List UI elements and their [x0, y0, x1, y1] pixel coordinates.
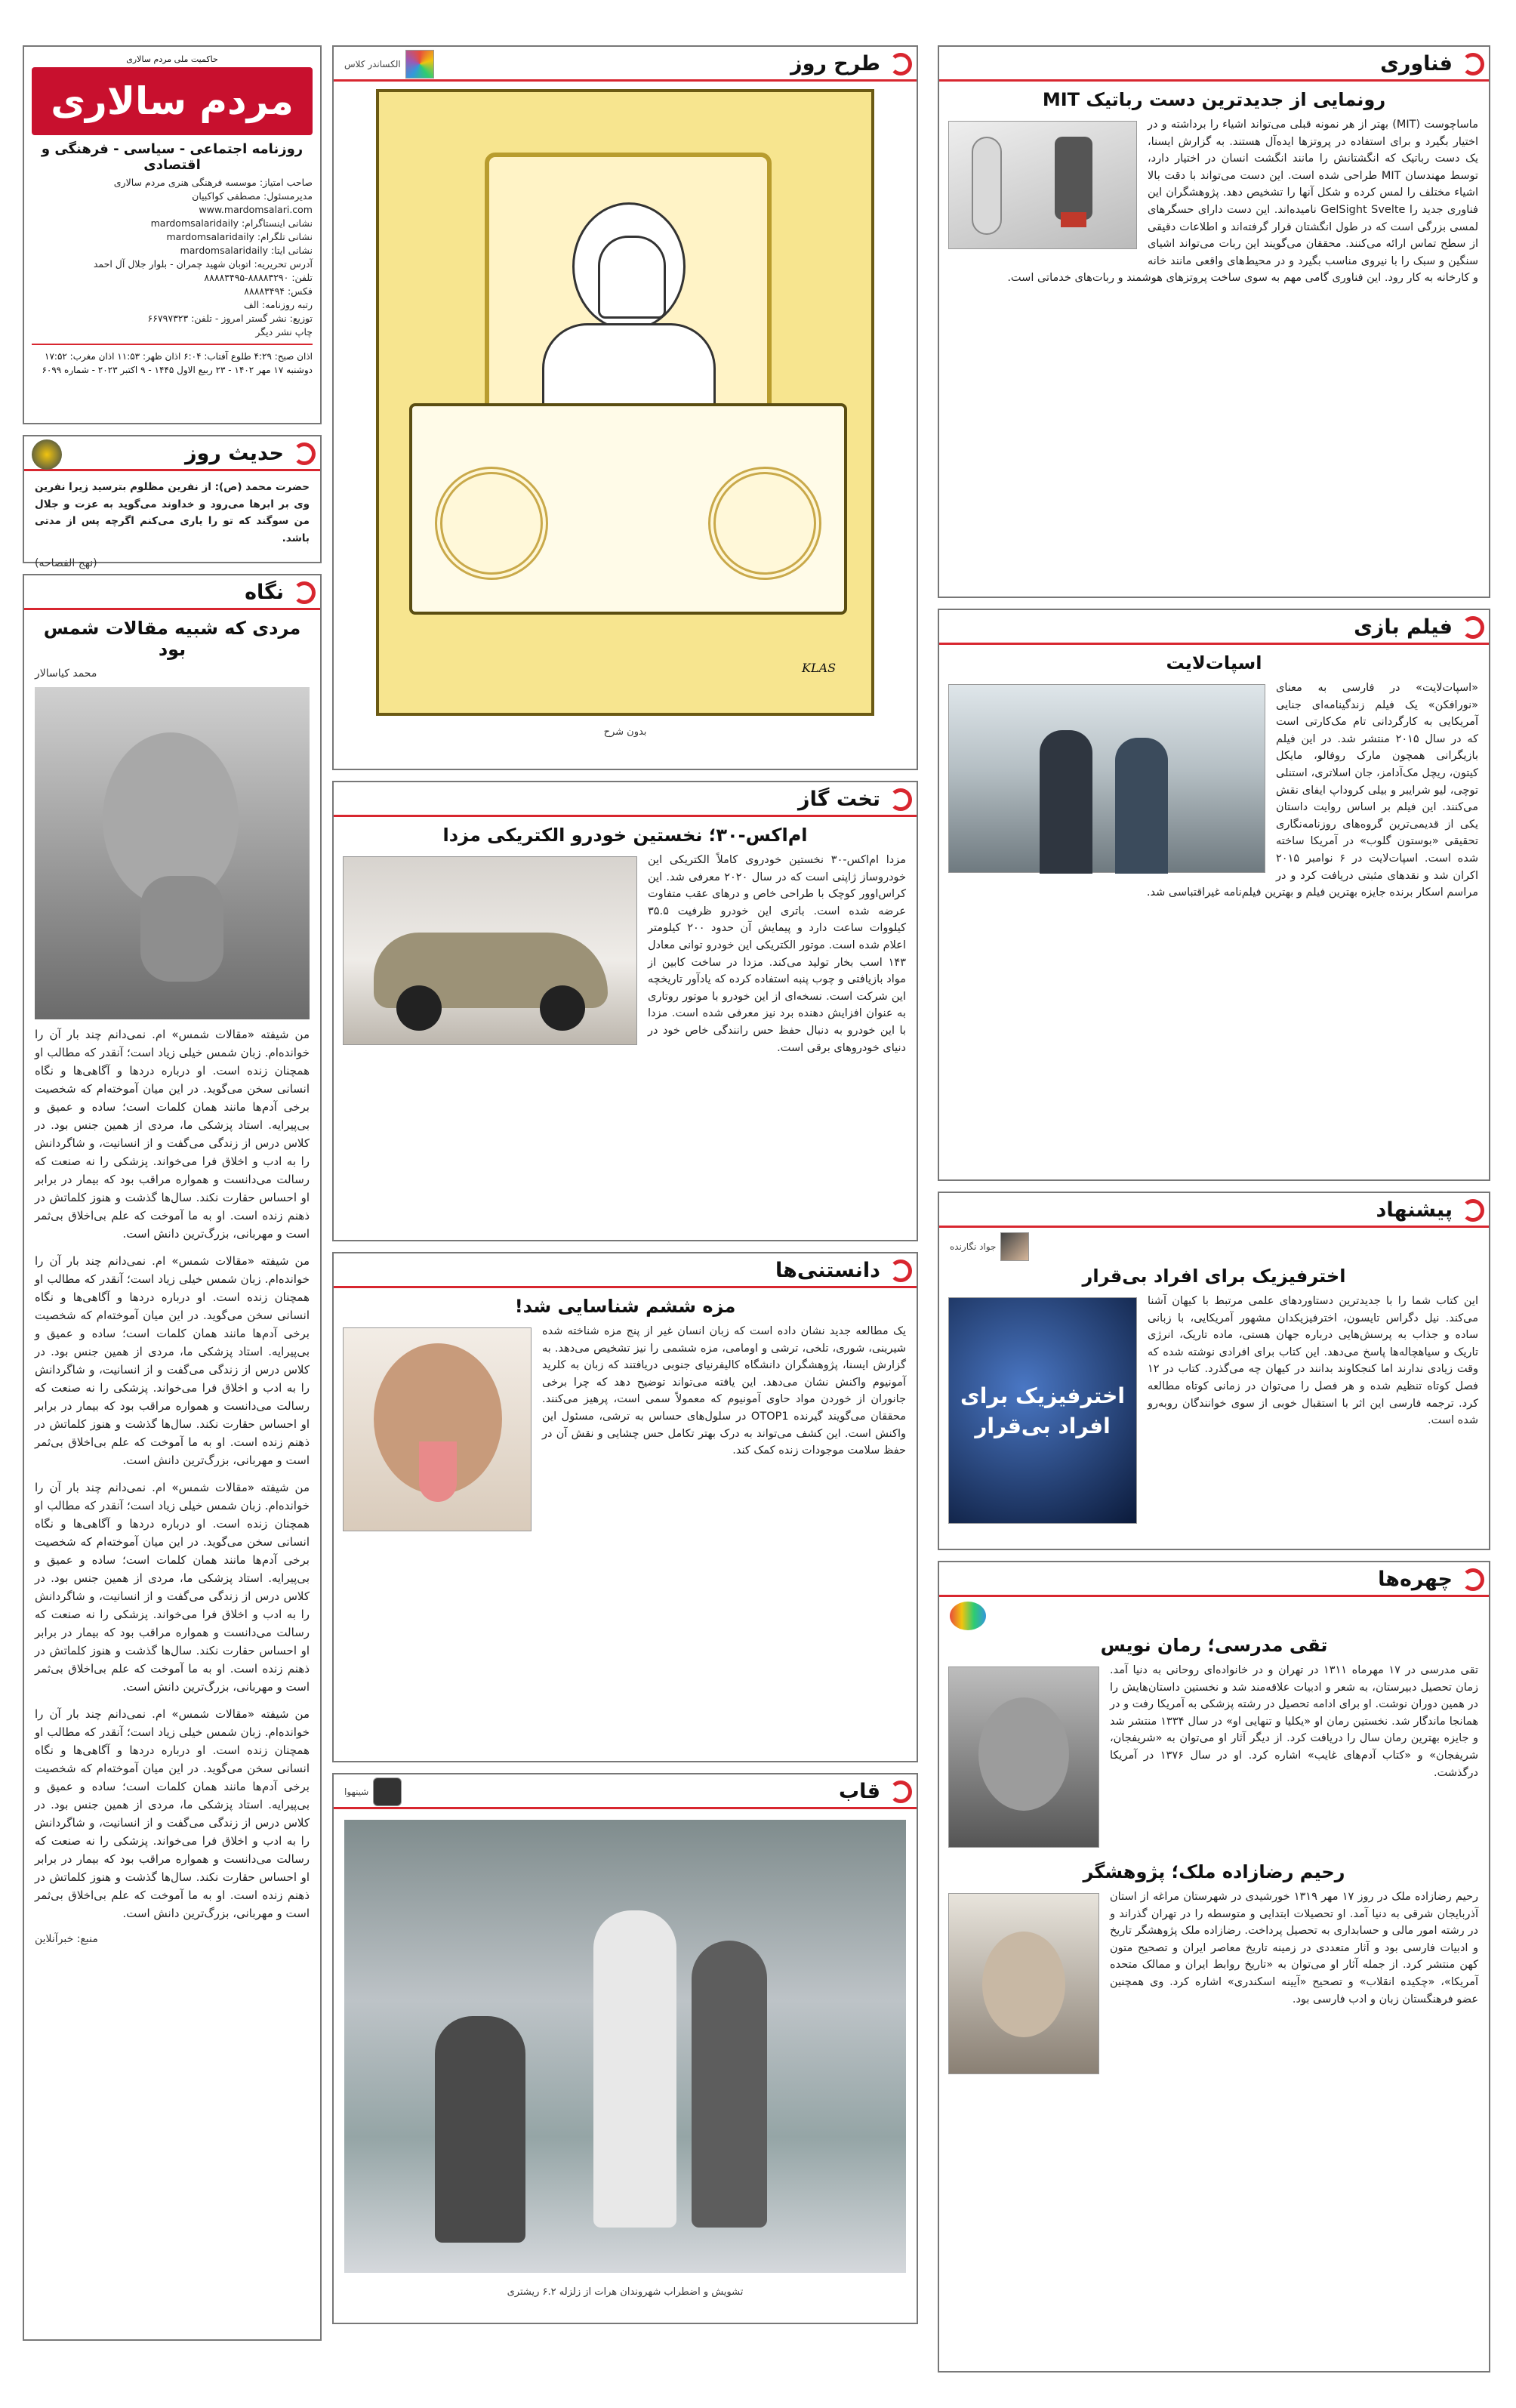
- negah-body: من شیفته «مقالات شمس» ام. نمی‌دانم چند بار آن را خوانده‌ام. زبان شمس خیلی زیاد است؛ آنقدر که مطالب او همچنان زنده است. او درباره دردها و آگاهی‌ها و نگاه انسانی سخن می‌گوید. در این میان آموخته‌ام که شخصیت برخی آدم‌ها مانند همان کلمات است؛ ساده و عمیق و بی‌پیرایه. استاد پزشکی ما، مردی از همین جنس بود. در کلاس درس از زندگی می‌گفت و از انسانیت، و شاگردانش را به ادب و اخلاق فرا می‌خواند. پزشکی را نه صنعت که رسالت می‌دانست و همواره مراقب بود که بیمار در برابر او احساس حقارت نکند. سال‌ها گذشت و هنوز کلماتش در ذهنم زنده است. او به ما آموخت که علم بی‌اخلاق بی‌ثمر است و مهربانی، بزرگ‌ترین دانش است.: [35, 1028, 310, 1241]
- author-portrait: [35, 687, 310, 1019]
- takhtegaz-title: تخت گاز: [781, 782, 917, 817]
- fanavari-header: [939, 47, 1489, 82]
- cartoon-section: [332, 45, 918, 770]
- actor-figure: [1115, 738, 1168, 874]
- info-line: رتبه روزنامه: الف: [243, 299, 313, 310]
- robot-hand-image: [948, 121, 1137, 249]
- fanavari-section: [938, 45, 1490, 598]
- hadith-header: [24, 436, 320, 471]
- info-line: آدرس تحریریه: اتوبان شهید چمران - بلوار جلال آل احمد: [93, 258, 313, 270]
- info-line: فکس: ۸۸۸۸۳۴۹۴: [244, 285, 313, 297]
- desk: [409, 403, 847, 615]
- left-column: [23, 45, 322, 2351]
- portrait-face: [982, 1932, 1065, 2037]
- section-logo-icon: [889, 1781, 912, 1803]
- hadith-source: (نهج الفصاحه): [35, 557, 97, 570]
- rezazadeh-portrait: [948, 1893, 1099, 2074]
- artist-name: الکساندر کلاس: [344, 59, 401, 69]
- film-title: فیلم بازی: [1337, 610, 1489, 645]
- tongue-image: [343, 1327, 532, 1531]
- pishnahad-headline: اخترفیزیک برای افراد بی‌قرار: [1082, 1266, 1346, 1287]
- info-line: نشانی ایتا: mardomsalaridaily: [180, 245, 313, 256]
- robot-arm-icon: [972, 137, 1002, 235]
- hadith-text: حضرت محمد (ص): از نفرین مظلوم بترسید زیرا نفرین وی بر ابرها می‌رود و خداوند می‌گوید به عزت و جلال من سوگند که تو را یاری می‌کنم اگرچه پس از مدتی باشد.: [35, 481, 310, 544]
- gha-title: قاب: [822, 1774, 917, 1809]
- middle-column: [332, 45, 918, 2335]
- robot-finger-icon: [1055, 137, 1092, 220]
- newspaper-logo: مردم سالاری: [32, 67, 313, 135]
- section-logo-icon: [1462, 1568, 1484, 1591]
- takhtegaz-body: مزدا ام‌اکس-۳۰ نخستین خودروی کاملاً الکتریکی این خودروساز ژاپنی است که در سال ۲۰۲۰ معرفی شد. این کراس‌اوور کوچک با طراحی خاص و درهای عقب متفاوت عرضه شده است. باتری این خودرو ظرفیت ۳۵.۵ کیلووات ساعت دارد و پیمایش آن حدود ۲۰۰ کیلومتر اعلام شده است. موتور الکتریکی این خودرو توانی معادل ۱۴۳ اسب بخار تولید می‌کند. مزدا در ساخت کابین از مواد بازیافتی و چوب پنبه استفاده کرده که یادآور تاریخچه این شرکت است. نسخه‌ای از این خودرو با موتور روتاری به عنوان افزایش دهنده برد نیز معرفی شده است. مزدا با این خودرو به دنبال حفظ حس رانندگی خاص خود در دنیای خودروهای برقی است.: [648, 854, 906, 1054]
- author-tag: [950, 1232, 1029, 1261]
- artist-tag: [344, 50, 434, 79]
- negah-body-continued: من شیفته «مقالات شمس» ام. نمی‌دانم چند بار آن را خوانده‌ام. زبان شمس خیلی زیاد است؛ آنقدر که مطالب او همچنان زنده است. او درباره دردها و آگاهی‌ها و نگاه انسانی سخن می‌گوید. در این میان آموخته‌ام که شخصیت برخی آدم‌ها مانند همان کلمات است؛ ساده و عمیق و بی‌پیرایه. استاد پزشکی ما، مردی از همین جنس بود. در کلاس درس از زندگی می‌گفت و از انسانیت، و شاگردانش را به ادب و اخلاق فرا می‌خواند. پزشکی را نه صنعت که رسالت می‌دانست و همواره مراقب بود که بیمار در برابر او احساس حقارت نکند. سال‌ها گذشت و هنوز کلماتش در ذهنم زنده است. او به ما آموخت که علم بی‌اخلاق بی‌ثمر است و مهربانی، بزرگ‌ترین دانش است.: [35, 1254, 310, 1467]
- gha-header: [334, 1774, 917, 1809]
- section-logo-icon: [1462, 53, 1484, 76]
- man-at-desk: [598, 236, 666, 319]
- film-body: «اسپات‌لایت» در فارسی به معنای «نورافکن» یک فیلم زندگینامه‌ای جنایی آمریکایی به کارگردانی تام مک‌کارتی است که در سال ۲۰۱۵ منتشر شد. در این فیلم بازیگرانی همچون مارک روفالو، مایکل کیتون، ریچل مک‌آدامز، جان اسلاتری، استنلی توچی، لیو شرایبر و بیلی کروداپ ایفای نقش می‌کنند. این فیلم بر اساس روایت داستان یکی از قدیمی‌ترین گروه‌های روزنامه‌نگاری تحقیقی «بوستون گلوب» در آمریکا ساخته شده است. اسپات‌لایت در ۶ نوامبر ۲۰۱۵ اکران شد و نقدهای مثبتی دریافت کرد و در مراسم اسکار برنده جایزه بهترین فیلم و بهترین فیلم‌نامه غیراقتباسی شد.: [1146, 682, 1479, 899]
- hadith-title: حدیث روز: [168, 436, 320, 471]
- danestaniha-title: دانستنی‌ها: [759, 1253, 917, 1288]
- negah-body-continued: من شیفته «مقالات شمس» ام. نمی‌دانم چند بار آن را خوانده‌ام. زبان شمس خیلی زیاد است؛ آنقدر که مطالب او همچنان زنده است. او درباره دردها و آگاهی‌ها و نگاه انسانی سخن می‌گوید. در این میان آموخته‌ام که شخصیت برخی آدم‌ها مانند همان کلمات است؛ ساده و عمیق و بی‌پیرایه. استاد پزشکی ما، مردی از همین جنس بود. در کلاس درس از زندگی می‌گفت و از انسانیت، و شاگردانش را به ادب و اخلاق فرا می‌خواند. پزشکی را نه صنعت که رسالت می‌دانست و همواره مراقب بود که بیمار در برابر او احساس حقارت نکند. سال‌ها گذشت و هنوز کلماتش در ذهنم زنده است. او به ما آموخت که علم بی‌اخلاق بی‌ثمر است و مهربانی، بزرگ‌ترین دانش است.: [35, 1481, 310, 1694]
- portrait-face: [978, 1697, 1069, 1811]
- actor-figure: [1040, 730, 1092, 874]
- takhtegaz-header: [334, 782, 917, 817]
- masthead-date: اذان صبح: ۴:۲۹ طلوع آفتاب: ۶:۰۴ اذان ظهر: ۱۱:۵۳ اذان مغرب: ۱۷:۵۲ دوشنبه ۱۷ مهر ۱۴۰۲ - ۲۳ ربیع الاول ۱۴۴۵ - ۹ اکتبر ۲۰۲۳ - شماره ۶۰۹۹: [32, 344, 313, 377]
- negah-body-continued: من شیفته «مقالات شمس» ام. نمی‌دانم چند بار آن را خوانده‌ام. زبان شمس خیلی زیاد است؛ آنقدر که مطالب او همچنان زنده است. او درباره دردها و آگاهی‌ها و نگاه انسانی سخن می‌گوید. در این میان آموخته‌ام که شخصیت برخی آدم‌ها مانند همان کلمات است؛ ساده و عمیق و بی‌پیرایه. استاد پزشکی ما، مردی از همین جنس بود. در کلاس درس از زندگی می‌گفت و از انسانیت، و شاگردانش را به ادب و اخلاق فرا می‌خواند. پزشکی را نه صنعت که رسالت می‌دانست و همواره مراقب بود که بیمار در برابر او احساس حقارت نکند. سال‌ها گذشت و هنوز کلماتش در ذهنم زنده است. او به ما آموخت که علم بی‌اخلاق بی‌ثمر است و مهربانی، بزرگ‌ترین دانش است.: [35, 1707, 310, 1920]
- robot-joint-icon: [1061, 212, 1086, 227]
- hadith-ornament-icon: [32, 439, 62, 470]
- danestaniha-section: [332, 1252, 918, 1762]
- section-logo-icon: [1462, 616, 1484, 639]
- modarresi-headline: تقی مدرسی؛ رمان نویس: [1100, 1635, 1328, 1656]
- pishnahad-header: [939, 1193, 1489, 1228]
- takhtegaz-section: [332, 781, 918, 1241]
- negah-title: نگاه: [228, 575, 320, 610]
- camera-icon: [373, 1777, 402, 1806]
- cartoon-title: طرح روز: [774, 47, 917, 82]
- section-logo-icon: [889, 53, 912, 76]
- info-line: صاحب امتیاز: موسسه فرهنگی هنری مردم سالاری: [113, 177, 313, 188]
- modarresi-body: تقی مدرسی در ۱۷ مهرماه ۱۳۱۱ در تهران و در خانواده‌ای روحانی به دنیا آمد. زمان تحصیل دبیرستان، به شعر و ادبیات علاقه‌مند شد و نخستین داستان‌هایش را در همین دوران نوشت. او برای ادامه تحصیل در رشته پزشکی به آمریکا رفت و در همانجا ماندگار شد. نخستین رمان او «یکلیا و تنهایی او» در سال ۱۳۳۴ منتشر شد و جایزه بهترین رمان سال را دریافت کرد. از دیگر آثار او می‌توان به «شریفجان، شریفجان» و «کتاب آدم‌های غایب» اشاره کرد. او در سال ۱۳۷۶ در آمریکا درگذشت.: [1110, 1664, 1479, 1779]
- section-logo-icon: [293, 581, 316, 604]
- cartoon-caption: بدون شرح: [603, 726, 647, 738]
- fanavari-body: ماساچوست (MIT) بهتر از هر نمونه قبلی می‌تواند اشیاء را برداشته و در اختیار بگیرد و برای استفاده در پروتزها ایده‌آل هستند. به گزارش ایسنا، یک دست رباتیک که انگشتانش را مانند انگشت انسان در اختیار دارد، توسط مهندسان MIT طراحی شده است. این دست می‌تواند با دقت بالا اشیاء مختلف را لمس کرده و شکل آنها را تشخیص دهد. پژوهشگران این فناوری جدید را GelSight Svelte نامیده‌اند. این دست دارای حسگرهای لمسی بزرگی است که در طول انگشتان قرار گرفته‌اند و اطلاعات دقیقی از سطح تماس ارائه می‌کنند. محققان می‌گویند این ربات می‌تواند اشیای سنگین و سبک را با نیروی مناسب بگیرد و در محیط‌های واقعی مانند خانه و کارخانه به کار رود. این فناوری گامی مهم به سوی ساخت پروتزهای هوشمند و ربات‌های خدماتی است.: [1007, 119, 1478, 285]
- fanavari-headline: رونمایی از جدیدترین دست رباتیک MIT: [1042, 89, 1386, 110]
- person-figure: [692, 1941, 767, 2228]
- masthead-info: [32, 176, 313, 339]
- car-wheel-icon: [396, 985, 442, 1031]
- book-cover-image: [948, 1297, 1137, 1524]
- section-logo-icon: [293, 442, 316, 465]
- author-name: جواد نگارنده: [950, 1241, 997, 1252]
- danestaniha-body: یک مطالعه جدید نشان داده است که زبان انسان غیر از پنج مزه شناخته شده شیرینی، شوری، تلخی، ترشی و اومامی، مزه ششمی را نیز تشخیص می‌دهد. به گزارش ایسنا، پژوهشگران دانشگاه کالیفرنیای جنوبی دریافتند که زبان به کلرید آمونیوم واکنش نشان می‌دهد. این یافته می‌تواند توضیح دهد که چرا برخی جانوران از خوردن مواد حاوی آمونیوم که معمولاً سمی است، پرهیز می‌کنند. محققان می‌گویند گیرنده OTOP1 در سلول‌های حساس به ترشی، مسئول این واکنش است. این کشف می‌تواند به درک بهتر تکامل حس چشایی و نقش آن در حفظ سلامت موجودات زنده کمک کند.: [542, 1325, 906, 1457]
- rezazadeh-body: رحیم رضازاده ملک در روز ۱۷ مهر ۱۳۱۹ خورشیدی در شهرستان مراغه از استان آذربایجان شرقی به دنیا آمد. او تحصیلات ابتدایی و متوسطه را در تهران گذراند و در رشته امور مالی و حسابداری به تحصیل پرداخت. رضازاده ملک پژوهشگر تاریخ و ادبیات فارسی بود و آثار متعددی در زمینه تاریخ معاصر ایران و تصحیح متون کهن منتشر کرد. از جمله آثار او می‌توان به «تاریخ روابط ایران و ممالک متحده آمریکا»، «چکیده انقلاب» و تصحیح «آیینه اسکندری» اشاره کرد. وی همچنین عضو فرهنگستان زبان و ادب فارسی بود.: [1110, 1891, 1478, 2006]
- section-logo-icon: [889, 788, 912, 811]
- spiral-ornament-icon: [435, 467, 548, 580]
- pishnahad-title: پیشنهاد: [1360, 1193, 1489, 1228]
- person-figure: [593, 1910, 676, 2228]
- colorful-badge-icon: [950, 1602, 986, 1630]
- section-logo-icon: [889, 1259, 912, 1282]
- film-header: [939, 610, 1489, 645]
- rezazadeh-headline: رحیم رضازاده ملک؛ پژوهشگر: [1083, 1861, 1345, 1882]
- herat-photo: [344, 1820, 906, 2273]
- section-logo-icon: [1462, 1199, 1484, 1222]
- cartoon-signature: KLAS: [802, 661, 837, 675]
- spiral-ornament-icon: [708, 467, 821, 580]
- danestaniha-header: [334, 1253, 917, 1288]
- author-avatar: [1000, 1232, 1029, 1261]
- fanavari-title: فناوری: [1363, 47, 1489, 82]
- negah-source: منبع: خبرآنلاین: [35, 1933, 98, 1945]
- info-line: نشانی تلگرام: mardomsalaridaily: [166, 231, 313, 242]
- chehreha-header: [939, 1562, 1489, 1597]
- hadith-section: [23, 435, 322, 570]
- book-title: اخترفیزیک برای افراد بی‌قرار: [960, 1383, 1125, 1438]
- agency-tag: [344, 1777, 402, 1806]
- car-image: [343, 856, 637, 1045]
- negah-section: [23, 574, 322, 2341]
- info-line: تلفن: ۸۸۸۸۳۲۹۰-۸۸۸۸۳۴۹۵: [204, 272, 313, 283]
- film-headline: اسپات‌لایت: [1166, 652, 1262, 674]
- negah-header: [24, 575, 320, 610]
- spotlight-still-image: [948, 684, 1265, 873]
- artist-avatar: [405, 50, 434, 79]
- pishnahad-section: [938, 1192, 1490, 1550]
- masthead: [23, 45, 322, 424]
- info-line: چاپ نشر دیگر: [255, 326, 313, 338]
- info-line: مدیرمسئول: مصطفی کواکبیان: [192, 190, 313, 202]
- info-line: توزیع: نشر گستر امروز - تلفن: ۶۶۷۹۷۳۲۳: [147, 313, 313, 324]
- negah-author: محمد کیاسالار: [35, 668, 97, 680]
- cartoon-image: [376, 89, 874, 716]
- info-line: www.mardomsalari.com: [199, 204, 313, 215]
- chehreha-title: چهره‌ها: [1361, 1562, 1489, 1597]
- info-line: نشانی اینستاگرام: mardomsalaridaily: [150, 217, 313, 229]
- masthead-tagline: حاکمیت ملی مردم سالاری: [126, 54, 218, 64]
- negah-headline: مردی که شبیه مقالات شمس بود: [43, 618, 301, 660]
- gha-section: [332, 1773, 918, 2324]
- car-wheel-icon: [540, 985, 585, 1031]
- right-column: [938, 45, 1490, 2383]
- takhtegaz-headline: ام‌اکس-۳۰؛ نخستین خودرو الکتریکی مزدا: [442, 825, 808, 846]
- person-figure: [435, 2016, 525, 2243]
- masthead-slogan: روزنامه اجتماعی - سیاسی - فرهنگی و اقتصادی: [41, 141, 304, 173]
- film-section: [938, 609, 1490, 1181]
- gha-caption: تشویش و اضطراب شهروندان هرات از زلزله ۶.۲ ریشتری: [507, 2286, 744, 2298]
- tongue-icon: [419, 1441, 457, 1502]
- modarresi-portrait: [948, 1666, 1099, 1848]
- danestaniha-headline: مزه ششم شناسایی شد!: [514, 1296, 736, 1317]
- chehreha-section: [938, 1561, 1490, 2373]
- portrait-hand: [140, 876, 223, 982]
- pishnahad-body: این کتاب شما را با جدیدترین دستاوردهای علمی مرتبط با کیهان آشنا می‌کند. نیل دگراس تایسون، اخترفیزیکدان مشهور آمریکایی، با زبانی ساده و جذاب به پرسش‌هایی درباره جهان هستی، ماده تاریک، انرژی تاریک و سیاهچاله‌ها پاسخ می‌دهد. این کتاب برای افرادی نوشته شده که وقت زیادی ندارند اما کنجکاوند بدانند در کیهان چه می‌گذرد. کتاب در ۱۲ فصل کوتاه تنظیم شده و هر فصل را می‌توان در زمانی کوتاه مطالعه کرد. ترجمه فارسی این اثر با استقبال خوبی از سوی خوانندگان روبه‌رو شده است.: [1148, 1295, 1478, 1427]
- agency-name: شینهوا: [344, 1787, 369, 1797]
